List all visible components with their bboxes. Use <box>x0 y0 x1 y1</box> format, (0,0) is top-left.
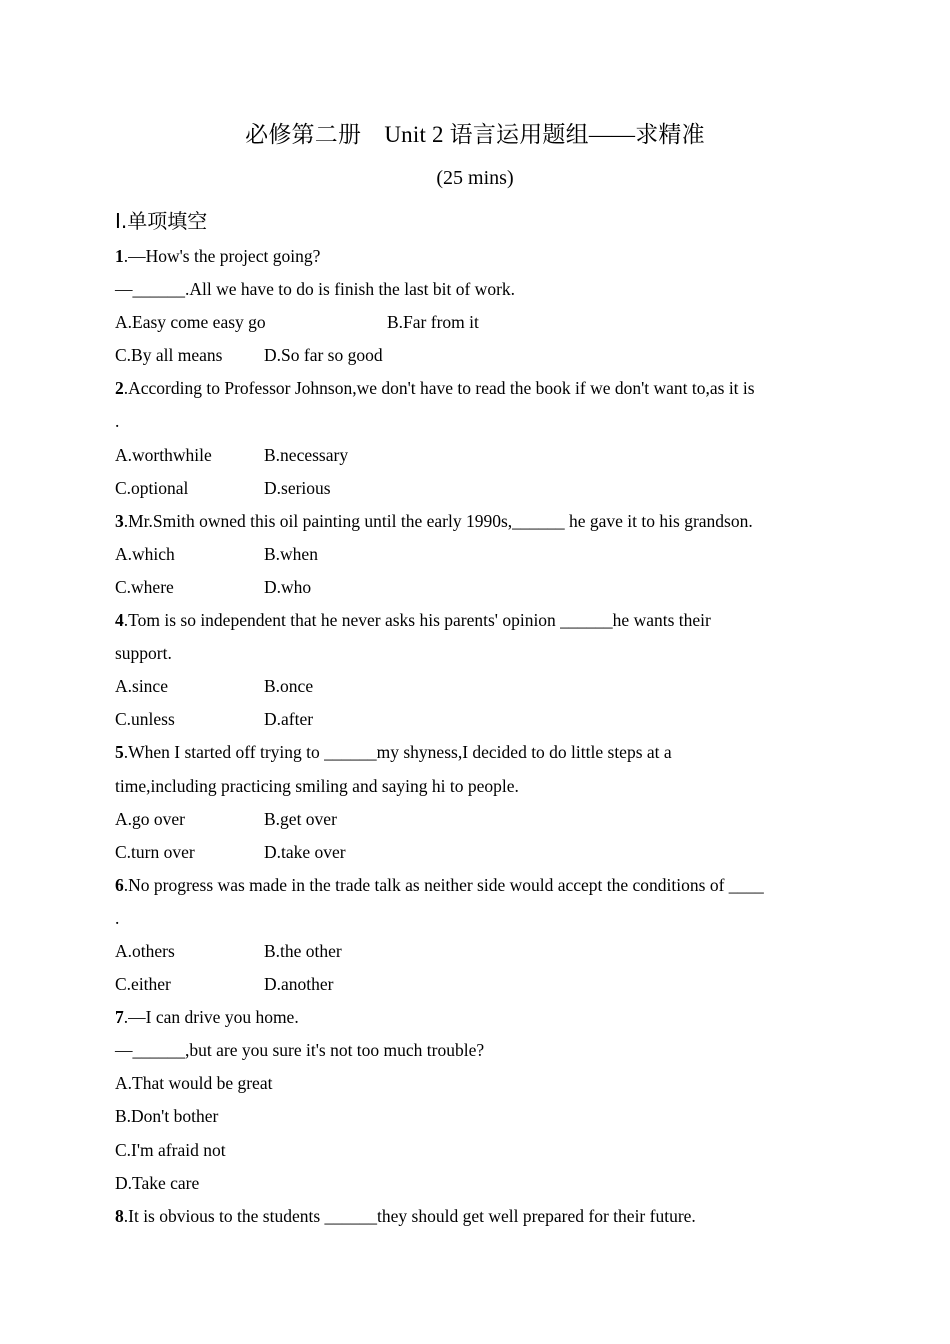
question-stem: 7.—I can drive you home. <box>115 1007 299 1028</box>
option-row <box>115 836 830 869</box>
question-stem: . <box>115 411 120 432</box>
question-number: 8 <box>115 1205 124 1226</box>
option-a: A.That would be great <box>115 1073 273 1094</box>
question-number: 7 <box>115 1007 124 1028</box>
option-b: B.Far from it <box>387 312 479 333</box>
question-number: 6 <box>115 874 124 895</box>
option-c: C.either <box>115 974 171 995</box>
option-c: C.unless <box>115 709 175 730</box>
option-b: B.Don't bother <box>115 1106 219 1127</box>
option-c: C.I'm afraid not <box>115 1139 226 1160</box>
question-number: 2 <box>115 378 124 399</box>
question-stem: 4.Tom is so independent that he never asks his parents' opinion ______he wants their <box>115 610 711 631</box>
question-stem: 1.—How's the project going? <box>115 246 321 266</box>
option-row <box>115 803 830 836</box>
option-c: C.where <box>115 576 174 597</box>
option-a: A.go over <box>115 808 185 829</box>
question-stem: 3.Mr.Smith owned this oil painting until the early 1990s,______ he gave it to his grandson. <box>115 510 753 531</box>
option-d: D.after <box>264 709 314 730</box>
question-stem: 8.It is obvious to the students ______they should get well prepared for their future. <box>115 1205 696 1226</box>
option-d: D.another <box>264 974 334 995</box>
section-heading: Ⅰ.单项填空 <box>115 209 208 233</box>
time-limit: (25 mins) <box>436 167 514 189</box>
option-row <box>115 439 830 472</box>
option-d: D.So far so good <box>264 345 383 366</box>
option-row <box>115 339 830 372</box>
question-stem: —______.All we have to do is finish the last bit of work. <box>115 279 516 300</box>
option-a: A.which <box>115 543 175 564</box>
question-stem: 6.No progress was made in the trade talk as neither side would accept the conditions of ____ <box>115 874 764 895</box>
option-b: B.the other <box>264 940 342 961</box>
page-title: 必修第二册 Unit 2 语言运用题组——求精准 <box>245 122 705 147</box>
option-a: A.others <box>115 940 175 961</box>
option-row <box>115 968 830 1001</box>
option-d: D.serious <box>264 477 331 498</box>
option-b: B.when <box>264 543 318 564</box>
option-b: B.necessary <box>264 444 349 465</box>
option-row <box>115 670 830 703</box>
option-b: B.once <box>264 676 314 697</box>
question-stem: —______,but are you sure it's not too much trouble? <box>115 1040 485 1061</box>
option-row <box>115 703 830 736</box>
option-b: B.get over <box>264 808 337 829</box>
option-row <box>115 935 830 968</box>
option-row <box>115 306 830 339</box>
question-stem: 5.When I started off trying to ______my shyness,I decided to do little steps at a <box>115 742 672 763</box>
question-number: 3 <box>115 510 124 531</box>
question-stem: . <box>115 907 120 928</box>
question-number: 1 <box>115 246 124 266</box>
option-d: D.Take care <box>115 1172 200 1193</box>
option-row <box>115 472 830 505</box>
option-a: A.since <box>115 676 168 697</box>
question-list <box>115 240 830 1233</box>
option-d: D.who <box>264 576 312 597</box>
question-stem: 2.According to Professor Johnson,we don't have to read the book if we don't want to,as it is <box>115 378 755 399</box>
option-c: C.turn over <box>115 841 195 862</box>
question-number: 4 <box>115 610 124 631</box>
question-number: 5 <box>115 742 124 763</box>
option-a: A.Easy come easy go <box>115 312 266 333</box>
option-c: C.By all means <box>115 345 223 366</box>
question-stem: support. <box>115 643 172 664</box>
option-a: A.worthwhile <box>115 444 212 465</box>
option-row <box>115 571 830 604</box>
option-row <box>115 538 830 571</box>
option-d: D.take over <box>264 841 346 862</box>
option-c: C.optional <box>115 477 189 498</box>
question-stem: time,including practicing smiling and saying hi to people. <box>115 775 519 796</box>
